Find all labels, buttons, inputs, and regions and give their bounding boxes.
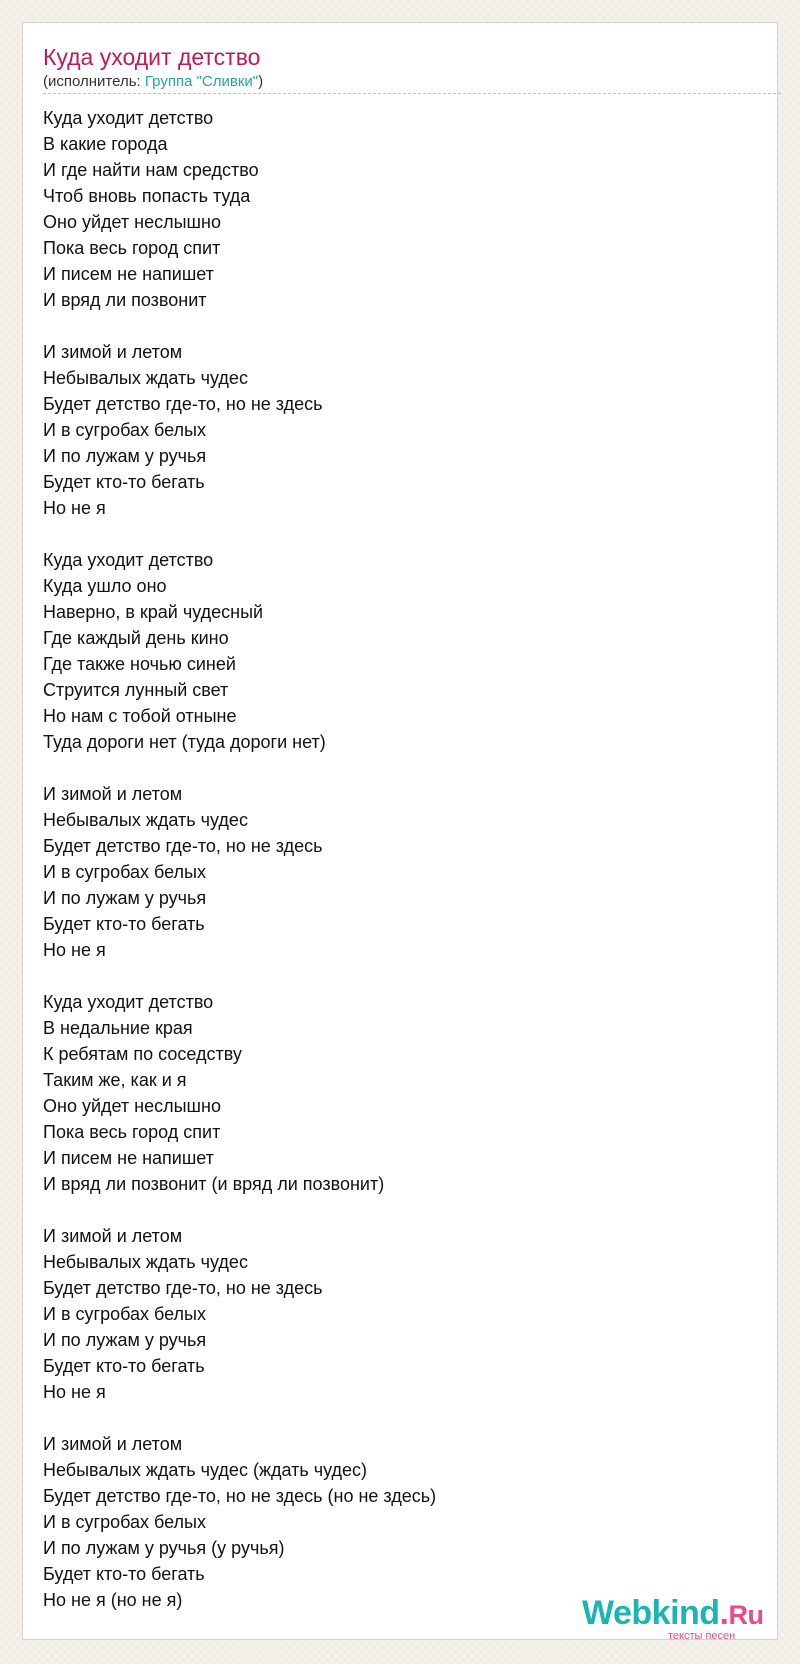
- lyric-line: И вряд ли позвонит: [43, 290, 207, 310]
- lyric-line: И по лужам у ручья: [43, 446, 207, 466]
- title-divider: [43, 93, 781, 94]
- lyrics-stanza: [43, 547, 743, 755]
- lyric-line: И по лужам у ручья: [43, 888, 207, 908]
- lyrics-stanza: [43, 339, 743, 521]
- lyric-line: Чтоб вновь попасть туда: [43, 186, 251, 206]
- lyrics-stanza: [43, 105, 743, 313]
- lyric-line: И в сугробах белых: [43, 420, 206, 440]
- lyric-line: Туда дороги нет (туда дороги нет): [43, 732, 326, 752]
- lyric-line: И писем не напишет: [43, 1148, 214, 1168]
- logo-tld: Ru: [728, 1600, 764, 1630]
- lyric-line: И вряд ли позвонит (и вряд ли позвонит): [43, 1174, 385, 1194]
- lyric-line: И где найти нам средство: [43, 160, 259, 180]
- webkind-logo[interactable]: [560, 1590, 780, 1650]
- lyric-line: Куда уходит детство: [43, 550, 214, 570]
- lyric-line: И по лужам у ручья: [43, 1330, 207, 1350]
- lyric-line: Но не я: [43, 498, 106, 518]
- lyric-line: И зимой и летом: [43, 1434, 183, 1454]
- lyric-line: Пока весь город спит: [43, 1122, 221, 1142]
- lyric-line: Куда ушло оно: [43, 576, 167, 596]
- lyric-line: Оно уйдет неслышно: [43, 212, 221, 232]
- lyric-line: Будет детство где-то, но не здесь: [43, 394, 323, 414]
- lyrics-card: [22, 22, 778, 1640]
- lyric-line: Будет кто-то бегать: [43, 914, 205, 934]
- lyric-line: Струится лунный свет: [43, 680, 229, 700]
- lyric-line: Будет кто-то бегать: [43, 1564, 205, 1584]
- logo-wordmark: [582, 1594, 764, 1634]
- lyric-line: Будет детство где-то, но не здесь: [43, 1278, 323, 1298]
- lyric-line: Но не я: [43, 940, 106, 960]
- lyric-line: Оно уйдет неслышно: [43, 1096, 221, 1116]
- lyric-line: Куда уходит детство: [43, 992, 214, 1012]
- lyric-line: Будет кто-то бегать: [43, 1356, 205, 1376]
- logo-tagline: тексты песен: [668, 1630, 736, 1642]
- artist-link[interactable]: Группа "Сливки": [144, 73, 259, 90]
- lyric-line: Пока весь город спит: [43, 238, 221, 258]
- lyric-line: К ребятам по соседству: [43, 1044, 242, 1064]
- lyric-line: Будет детство где-то, но не здесь: [43, 836, 323, 856]
- lyric-line: Небывалых ждать чудес: [43, 810, 248, 830]
- lyric-line: В недальние края: [43, 1018, 193, 1038]
- artist-suffix: ): [258, 73, 264, 90]
- lyric-line: Таким же, как и я: [43, 1070, 187, 1090]
- lyric-line: И зимой и летом: [43, 342, 183, 362]
- lyrics-stanza: [43, 781, 743, 963]
- lyrics-body: [43, 105, 743, 1639]
- lyric-line: Но не я (но не я): [43, 1590, 183, 1610]
- lyric-line: Но нам с тобой отныне: [43, 706, 237, 726]
- logo-dot: .: [719, 1594, 729, 1632]
- lyrics-stanza: [43, 989, 743, 1197]
- artist-prefix: (исполнитель:: [43, 73, 145, 90]
- lyric-line: Будет детство где-то, но не здесь (но не здесь): [43, 1486, 437, 1506]
- lyric-line: И по лужам у ручья (у ручья): [43, 1538, 285, 1558]
- lyric-line: Где каждый день кино: [43, 628, 229, 648]
- lyric-line: И в сугробах белых: [43, 1512, 206, 1532]
- lyric-line: И писем не напишет: [43, 264, 214, 284]
- lyrics-stanza: [43, 1431, 743, 1613]
- lyric-line: И в сугробах белых: [43, 1304, 206, 1324]
- lyric-line: Наверно, в край чудесный: [43, 602, 264, 622]
- lyric-line: Будет кто-то бегать: [43, 472, 205, 492]
- logo-name: Webkind: [582, 1594, 720, 1632]
- song-title: Куда уходит детство: [43, 44, 261, 70]
- lyric-line: И в сугробах белых: [43, 862, 206, 882]
- lyric-line: Небывалых ждать чудес: [43, 1252, 248, 1272]
- lyric-line: Но не я: [43, 1382, 106, 1402]
- lyric-line: И зимой и летом: [43, 784, 183, 804]
- lyrics-stanza: [43, 1223, 743, 1405]
- lyric-line: Небывалых ждать чудес (ждать чудес): [43, 1460, 368, 1480]
- lyric-line: И зимой и летом: [43, 1226, 183, 1246]
- lyric-line: Где также ночью синей: [43, 654, 236, 674]
- lyric-line: Небывалых ждать чудес: [43, 368, 248, 388]
- artist-line: [43, 73, 263, 91]
- lyric-line: Куда уходит детство: [43, 108, 214, 128]
- lyric-line: В какие города: [43, 134, 168, 154]
